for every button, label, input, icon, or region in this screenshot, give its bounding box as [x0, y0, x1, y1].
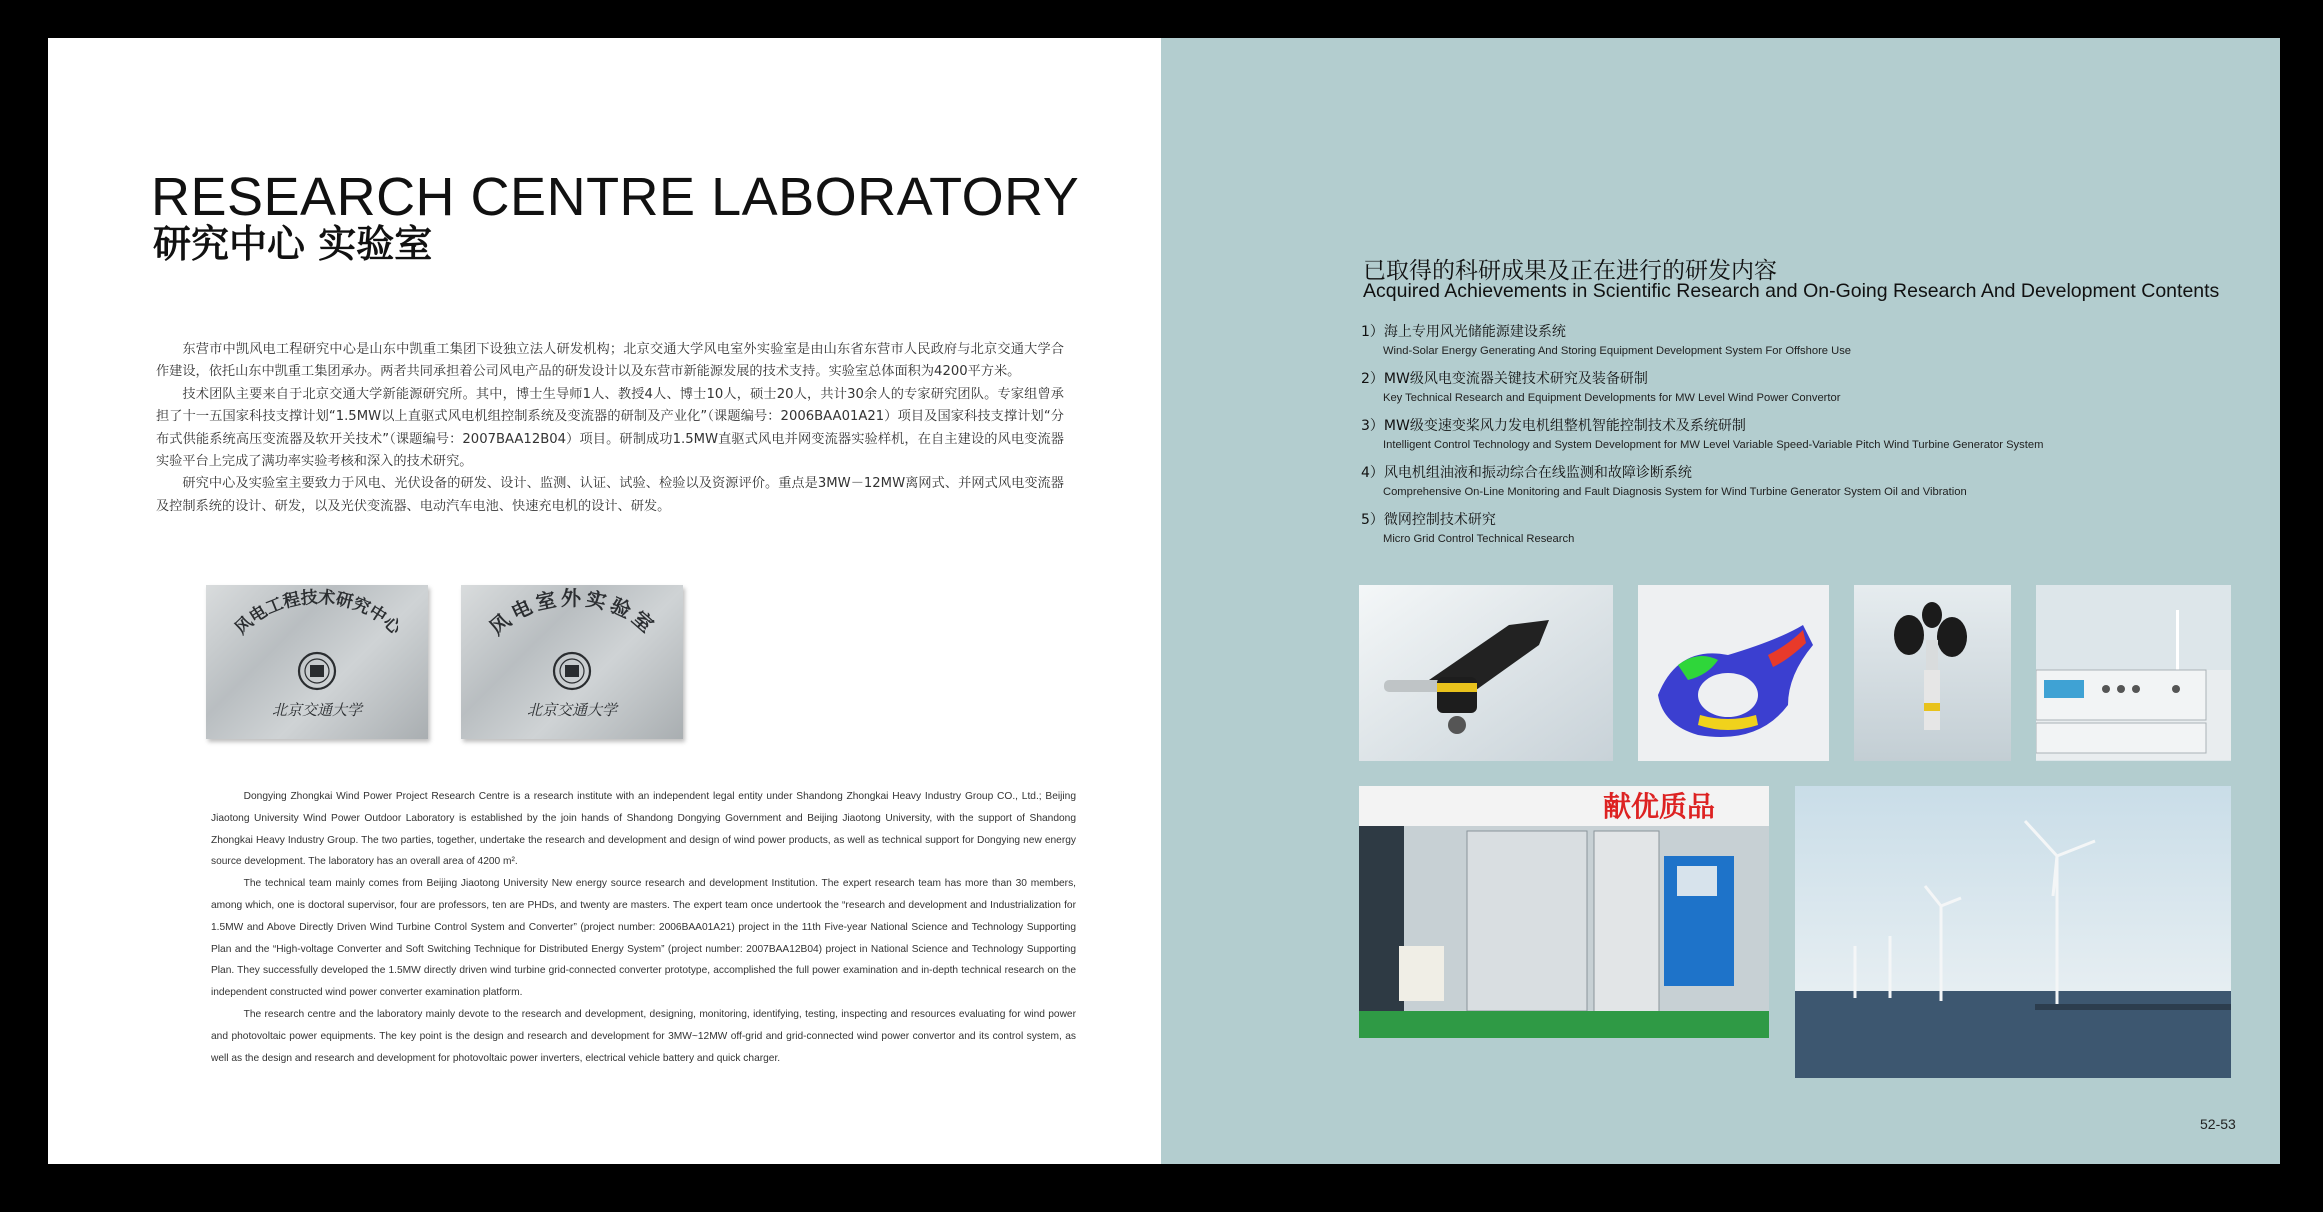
english-body-text	[211, 786, 1076, 1069]
plaque-2-text: 风电室外实验室	[484, 586, 662, 640]
page-title-cn: 研究中心 实验室	[153, 222, 433, 266]
achievement-title-cn: 海上专用风光储能源建设系统	[1383, 324, 1566, 340]
achievement-item	[1361, 322, 2141, 369]
page-title-en: RESEARCH CENTRE LABORATORY	[151, 167, 1080, 227]
control-instrument-photo	[2036, 585, 2231, 761]
chinese-body-text	[156, 339, 1064, 518]
cn-paragraph-3: 研究中心及实验室主要致力于风电、光伏设备的研发、设计、监测、认证、试验、检验以及资源评价。重点是3MW－12MW离网式、并网式风电变流器及控制系统的设计、研发，以及光伏变流器、电动汽车电池、快速充电机的设计、研发。	[156, 476, 1064, 514]
plaque-1-signature: 北京交通大学	[271, 701, 363, 719]
lab-sign-text: 献优质品	[1602, 790, 1716, 823]
en-paragraph-3: The research centre and the laboratory mainly devote to the research and development, designing, monitoring, identifying, testing, inspecting and resources evaluating for wind power and photovoltaic power equipments. The key point is the design and research and development for 3MW~12MW off-grid and grid-connected wind power convertor and its control system, as well as the design and research and development for photovoltaic power inverters, electrical vehicle battery and quick charger.	[211, 1008, 1076, 1064]
lab-equipment-photo	[1359, 786, 1769, 1038]
achievement-title-en: Key Technical Research and Equipment Developments for MW Level Wind Power Convertor	[1383, 392, 1841, 404]
achievement-number: 1）	[1361, 324, 1384, 340]
achievement-title-en: Wind-Solar Energy Generating And Storing Equipment Development System For Offshore Use	[1383, 345, 1852, 357]
achievement-title-en: Comprehensive On-Line Monitoring and Fault Diagnosis System for Wind Turbine Generator System Oil and Vibration	[1383, 486, 1967, 498]
achievement-number: 2）	[1361, 371, 1384, 387]
anemometer-photo	[1854, 585, 2011, 761]
plaque-2-signature: 北京交通大学	[526, 701, 618, 719]
left-page	[48, 38, 1161, 1164]
cn-paragraph-2: 技术团队主要来自于北京交通大学新能源研究所。其中，博士生导师1人、教授4人、博士10人，硕士20人，共计30余人的专家研究团队。专家组曾承担了十一五国家科技支撑计划“1.5MW以上直驱式风电机组控制系统及变流器的研制及产业化”（课题编号：2006BAA01A21）项目及国家科技支撑计划“分布式供能系统高压变流器及软开关技术”（课题编号：2007BAA12B04）项目。研制成功1.5MW直驱式风电并网变流器实验样机，在自主建设的风电变流器实验平台上完成了满功率实验考核和深入的技术研究。	[156, 386, 1064, 470]
achievement-item	[1361, 369, 2141, 416]
achievement-title-cn: MW级变速变桨风力发电机组整机智能控制技术及系统研制	[1383, 418, 1746, 434]
achievement-title-cn: 风电机组油液和振动综合在线监测和故障诊断系统	[1383, 465, 1692, 481]
en-paragraph-1: Dongying Zhongkai Wind Power Project Research Centre is a research institute with an independent legal entity under Shandong Zhongkai Heavy Industry Group CO., Ltd.; Beijing Jiaotong University Wind Power Outdoor Laboratory is established by the join hands of Shandong Dongying Government and Beijing Jiaotong University, with the support of Shandong Zhongkai Heavy Industry Group. The two parties, together, undertake the research and development and design of wind power products, as well as technical support for Dongying new energy source development. The laboratory has an overall area of 4200 m².	[211, 791, 1076, 868]
achievement-number: 3）	[1361, 418, 1384, 434]
achievements-title-en: Acquired Achievements in Scientific Research and On-Going Research And Development Contents	[1363, 280, 2220, 302]
page-number: 52-53	[2200, 1116, 2236, 1132]
achievement-title-cn: MW级风电变流器关键技术研究及装备研制	[1383, 371, 1648, 387]
fea-model-photo	[1638, 585, 1829, 761]
achievement-item	[1361, 416, 2141, 463]
achievement-item	[1361, 510, 2141, 557]
achievement-title-cn: 微网控制技术研究	[1383, 512, 1496, 528]
en-paragraph-2: The technical team mainly comes from Beijing Jiaotong University New energy source research and development Institution. The expert research team has more than 30 members, among which, one is doctoral supervisor, four are professors, ten are PHDs, and twenty are masters. The expert team once undertook the “research and development and Industrialization for 1.5MW and Above Directly Driven Wind Turbine Control System and Converter” (project number: 2006BAA01A21) project in the 11th Five-year National Science and Technology Supporting Plan and the “High-voltage Converter and Soft Switching Technique for Distributed Energy System” (project number: 2007BAA12B04) project in National Science and Technology Supporting Plan. They successfully developed the 1.5MW directly driven wind turbine grid-connected converter prototype, accomplished the full power examination and in-depth technical research on the independent constructed wind power converter examination platform.	[211, 878, 1076, 999]
achievements-list	[1361, 322, 2141, 557]
achievement-number: 5）	[1361, 512, 1384, 528]
achievement-title-en: Intelligent Control Technology and System Development for MW Level Variable Speed-Variable Pitch Wind Turbine Generator System	[1383, 439, 2044, 451]
cn-paragraph-1: 东营市中凯风电工程研究中心是山东中凯重工集团下设独立法人研发机构；北京交通大学风电室外实验室是由山东省东营市人民政府与北京交通大学合作建设，依托山东中凯重工集团承办。两者共同承担着公司风电产品的研发设计以及东营市新能源发展的技术支持。实验室总体面积为4200平方米。	[156, 342, 1064, 380]
wind-vane-photo	[1359, 585, 1613, 761]
research-centre-plaque	[206, 585, 428, 739]
plaque-1-text: 风电工程技术研究中心	[231, 587, 405, 639]
achievement-item	[1361, 463, 2141, 510]
achievements-title-cn: 已取得的科研成果及正在进行的研发内容	[1363, 258, 1777, 284]
achievement-title-en: Micro Grid Control Technical Research	[1383, 533, 1575, 545]
outdoor-laboratory-plaque	[461, 585, 683, 739]
wind-farm-photo	[1795, 786, 2231, 1078]
achievement-number: 4）	[1361, 465, 1384, 481]
